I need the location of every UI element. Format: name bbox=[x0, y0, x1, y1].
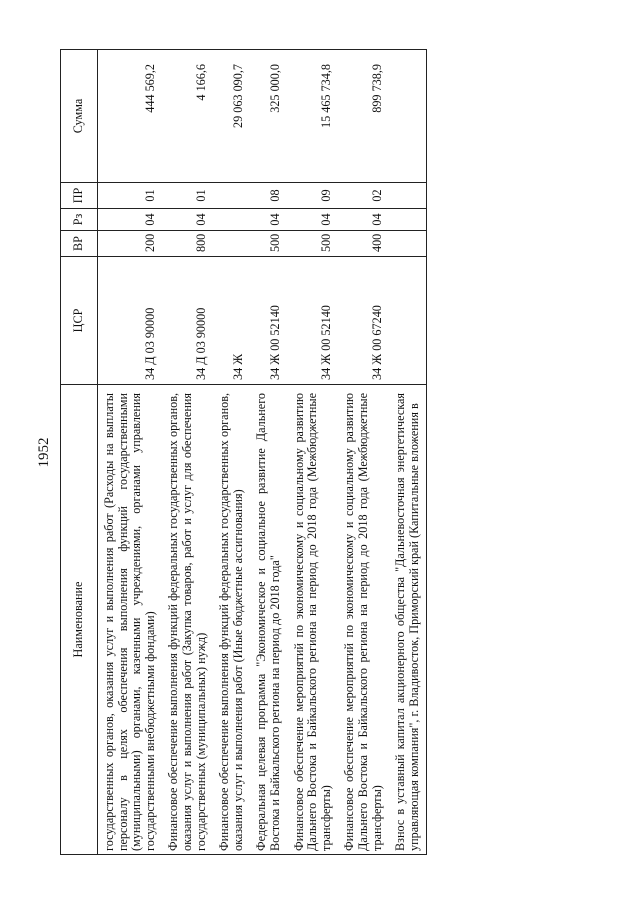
header-sum: Сумма bbox=[61, 50, 98, 183]
table-row bbox=[162, 50, 213, 855]
row-csr bbox=[389, 257, 427, 385]
row-pr: 02 bbox=[338, 183, 389, 209]
row-csr: 34 Ж 00 52140 bbox=[250, 257, 287, 385]
row-name: Финансовое обеспечение мероприятий по экономическому и социальному развитию Дальнего Востока и Байкальского региона на период до 2018 года (Межбюджетные трансферты) bbox=[338, 385, 389, 855]
table-header-row bbox=[61, 50, 98, 855]
header-csr: ЦСР bbox=[61, 257, 98, 385]
row-vr bbox=[213, 231, 250, 257]
row-pr: 01 bbox=[162, 183, 213, 209]
budget-table bbox=[60, 49, 427, 855]
table-row bbox=[213, 50, 250, 855]
row-csr: 34 Ж bbox=[213, 257, 250, 385]
row-name: Финансовое обеспечение выполнения функций федеральных государственных органов, оказания услуг и выполнения работ (Иные бюджетные ассигнования) bbox=[213, 385, 250, 855]
row-name: Финансовое обеспечение мероприятий по экономическому и социальному развитию Дальнего Востока и Байкальского региона на период до 2018 года (Межбюджетные трансферты) bbox=[288, 385, 339, 855]
header-rz: Рз bbox=[61, 209, 98, 231]
row-sum: 325 000,0 bbox=[250, 50, 287, 183]
row-rz bbox=[389, 209, 427, 231]
header-name: Наименование bbox=[61, 385, 98, 855]
row-csr: 34 Ж 00 67240 bbox=[338, 257, 389, 385]
row-rz: 04 bbox=[98, 209, 163, 231]
row-sum: 15 465 734,8 bbox=[288, 50, 339, 183]
row-rz: 04 bbox=[338, 209, 389, 231]
row-csr: 34 Д 03 90000 bbox=[98, 257, 163, 385]
row-rz bbox=[213, 209, 250, 231]
page-number: 1952 bbox=[36, 437, 52, 468]
row-vr bbox=[389, 231, 427, 257]
row-pr: 09 bbox=[288, 183, 339, 209]
row-rz: 04 bbox=[162, 209, 213, 231]
row-vr: 500 bbox=[288, 231, 339, 257]
row-rz: 04 bbox=[250, 209, 287, 231]
row-pr: 01 bbox=[98, 183, 163, 209]
row-pr: 08 bbox=[250, 183, 287, 209]
row-vr: 400 bbox=[338, 231, 389, 257]
table-row bbox=[250, 50, 287, 855]
row-name: государственных органов, оказания услуг и выполнения работ (Расходы на выплаты персоналу в целях обеспечения выполнения функций государственными (муниципальными) органами, казенными учреждениями, органами управления государственными внебюджетными фондами) bbox=[98, 385, 163, 855]
row-csr: 34 Ж 00 52140 bbox=[288, 257, 339, 385]
row-pr bbox=[213, 183, 250, 209]
row-name: Взнос в уставный капитал акционерного общества "Дальневосточная энергетическая управляющая компания", г. Владивосток, Приморский край (Капитальные вложения в bbox=[389, 385, 427, 855]
table-row bbox=[98, 50, 163, 855]
header-pr: ПР bbox=[61, 183, 98, 209]
row-name: Финансовое обеспечение выполнения функций федеральных государственных органов, оказания услуг и выполнения работ (Закупка товаров, работ и услуг для обеспечения государственных (муниципальных) нужд) bbox=[162, 385, 213, 855]
row-sum: 29 063 090,7 bbox=[213, 50, 250, 183]
row-sum: 899 738,9 bbox=[338, 50, 389, 183]
row-csr: 34 Д 03 90000 bbox=[162, 257, 213, 385]
row-vr: 800 bbox=[162, 231, 213, 257]
row-vr: 200 bbox=[98, 231, 163, 257]
row-sum bbox=[389, 50, 427, 183]
row-rz: 04 bbox=[288, 209, 339, 231]
header-vr: ВР bbox=[61, 231, 98, 257]
row-vr: 500 bbox=[250, 231, 287, 257]
row-name: Федеральная целевая программа "Экономическое и социальное развитие Дальнего Востока и Байкальского региона на период до 2018 года" bbox=[250, 385, 287, 855]
table-row bbox=[288, 50, 339, 855]
table-row bbox=[338, 50, 389, 855]
table-row bbox=[389, 50, 427, 855]
row-sum: 4 166,6 bbox=[162, 50, 213, 183]
row-pr bbox=[389, 183, 427, 209]
row-sum: 444 569,2 bbox=[98, 50, 163, 183]
